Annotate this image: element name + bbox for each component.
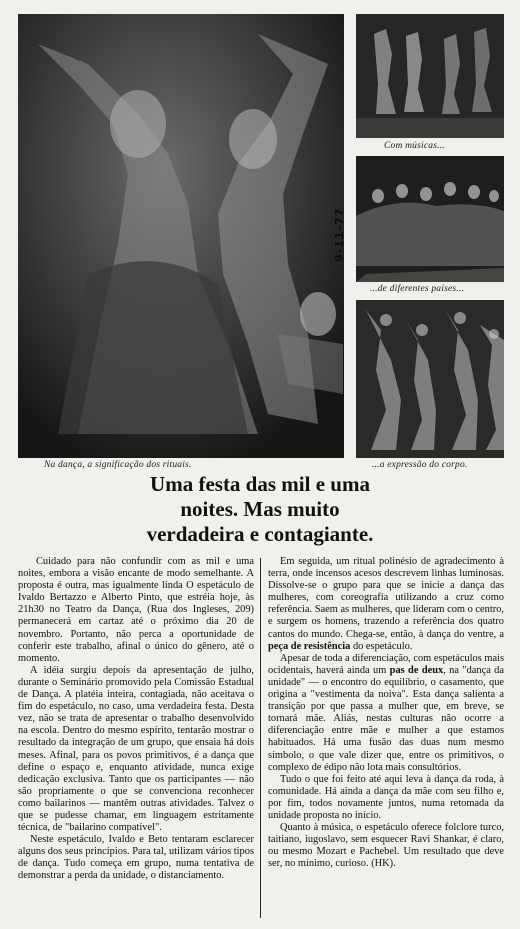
countries-photo-caption: ...de diferentes países... xyxy=(370,284,465,294)
paragraph-text: Em seguida, um ritual polinésio de agradecimento à terra, onde incensos acesos descrevem linhas luminosas. Dissolve-se o grupo para que se inicie a dança das mulheres, com coreografia utilizando a cruz como referência. Saem as mulheres, que lideram com o centro, e surgem os homens, trazendo a referência dos quatro cantos do mundo. Chega-se, então, à dança do ventre, a xyxy=(268,556,504,640)
countries-photo xyxy=(356,156,504,282)
paragraph: Neste espetáculo, Ivaldo e Beto tentaram esclarecer alguns dos seus princípios. Para tal, utilizam vários tipos de dança. Tudo começa em grupo, numa tentativa de demonstrar a perda da unidade, o distanciamento. xyxy=(18,834,254,882)
music-photo-caption: Com músicas... xyxy=(384,141,445,151)
column-divider xyxy=(260,558,261,918)
headline-line-1: Uma festa das mil e uma xyxy=(150,472,370,496)
paragraph-text: Apesar de toda a diferenciação, com espetáculos mais ocidentais, haverá ainda um xyxy=(268,652,504,676)
paragraph xyxy=(268,556,504,653)
handwritten-date: 9-11-77 xyxy=(333,207,346,262)
paragraph-text: do espetáculo. xyxy=(350,640,413,652)
headline-line-2: noites. Mas muito xyxy=(180,497,340,521)
main-dance-photo xyxy=(18,14,344,458)
paragraph: Quanto à música, o espetáculo oferece folclore turco, taitiano, iugoslavo, sem esquecer Ravi Shankar, é claro, ou mesmo Mozart e Pachebel. Um resultado que deve ser, no mínimo, curioso. (HK). xyxy=(268,822,504,870)
body-expression-photo xyxy=(356,300,504,458)
article-column-left xyxy=(18,556,254,883)
music-photo xyxy=(356,14,504,138)
paragraph: Tudo o que foi feito até aqui leva à dança da roda, à comunidade. Há ainda a dança da mãe com seu filho e, por fim, todos novamente juntos, numa retomada da unidade proposta no início. xyxy=(268,773,504,821)
body-photo-caption: ...a expressão do corpo. xyxy=(372,460,468,470)
headline-line-3: verdadeira e contagiante. xyxy=(146,522,374,546)
article-column-right xyxy=(268,556,504,870)
paragraph-text: , na "dança da unidade" — o encontro do equilíbrio, o casamento, que origina a "vestimenta da noiva". Esta dança salienta a transição por que passa a mulher que, em breve, se tornará mãe. Aliás, nestas culturas não ocorre a diferenciação entre mãe e mulher a que estamos habituados. Há uma fusão das duas num mesmo símbolo, o que vale dizer que, entre os primitivos, o complexo de édipo não lota mais consultórios. xyxy=(268,664,504,773)
paragraph xyxy=(268,653,504,774)
article-headline xyxy=(60,472,460,547)
paragraph: Cuidado para não confundir com as mil e uma noites, embora a visão encante de modo semelhante. A proposta é outra, mas igualmente linda O espetáculo de Ivaldo Bertazzo e Alberto Pinto, que estréia hoje, às 21h30 no Teatro da Dança, (Rua dos Ingleses, 209) permanecerá em cartaz até o próximo dia 20 de novembro. Portanto, não perca a oportunidade de conferir este trabalho, afinal o único do gênero, até o momento. xyxy=(18,556,254,664)
bold-phrase: pas de deux xyxy=(389,664,444,676)
bold-phrase: peça de resistência xyxy=(268,640,351,652)
paragraph: A idéia surgiu depois da apresentação de julho, durante o Seminário promovido pela Comissão Estadual de Dança. A platéia inteira, contagiada, não aceitava o fim do espetáculo, no caso, uma verdadeira festa. Desta vez, não se trata de apresentar o trabalho desenvolvido na escola. Dentro do mesmo espírito, tentarão mostrar o resultado da integração de um grupo, que ensaia há dois meses. Afinal, para os povos primitivos, é a dança que define o espaço e, enquanto atividade, nunca exige dedicação exclusiva. Tanto que os participantes — não são propriamente o que se convenciona reconhecer como bailarinos — mantêm outras atividades. Talvez o que se pudesse chamar, em linguagem estritamente técnica, de "bailarino compatível". xyxy=(18,664,254,834)
main-photo-caption: Na dança, a significação dos rituais. xyxy=(44,460,192,470)
